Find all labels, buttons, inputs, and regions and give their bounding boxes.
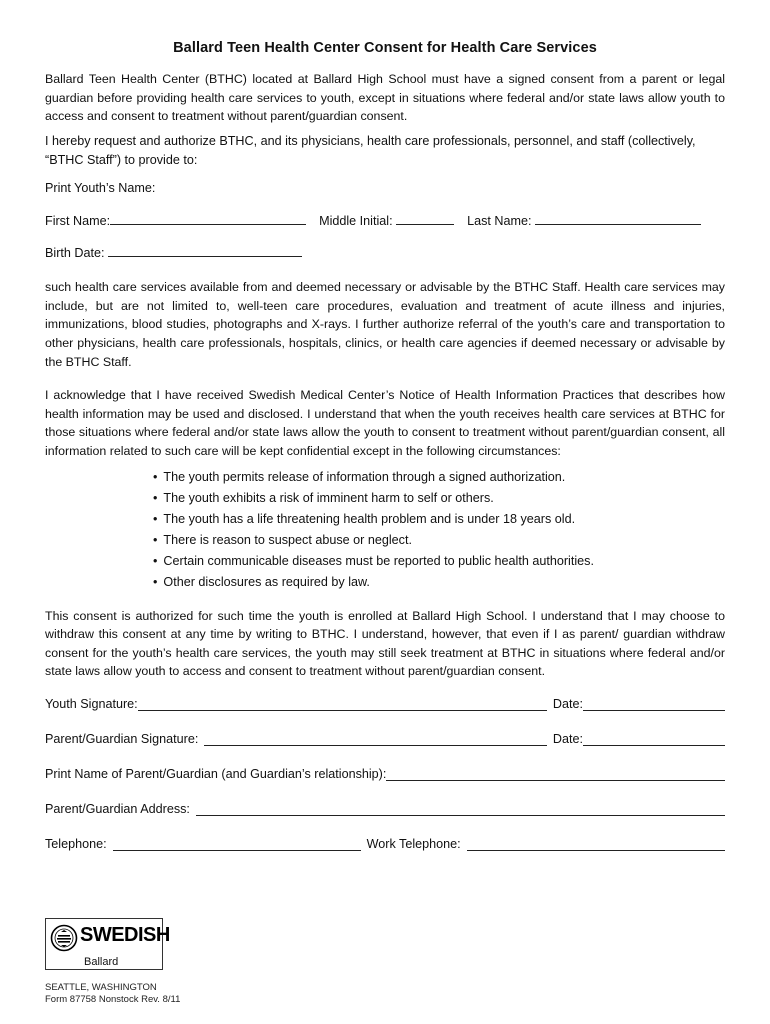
list-item: • The youth permits release of information through a signed authorization. xyxy=(153,467,725,488)
birth-date-label: Birth Date: xyxy=(45,246,105,261)
first-name-label: First Name: xyxy=(45,214,111,229)
acknowledgement-paragraph: I acknowledge that I have received Swedish Medical Center’s Notice of Health Information Practices that describes how health information may be used and disclosed. I understand that when the youth receives health care services at BTHC for those situations where federal and/or state laws allow the youth to consent to treatment without parent/guardian consent, all information related to such care will be kept confidential except in the following circumstances: xyxy=(45,388,725,459)
telephone-label: Telephone: xyxy=(45,837,107,851)
work-telephone-field[interactable] xyxy=(467,837,725,851)
parent-signature-row xyxy=(45,728,725,746)
swedish-logo xyxy=(45,918,170,970)
last-name-field[interactable] xyxy=(535,211,701,225)
intro-paragraph: Ballard Teen Health Center (BTHC) located at Ballard High School must have a signed consent from a parent or legal guardian before providing health care services to youth, except in situations where federal and/or state laws allow youth to access and consent to treatment without parent/guardian consent. xyxy=(45,72,725,124)
telephone-row xyxy=(45,833,725,851)
first-name-field[interactable] xyxy=(110,211,306,225)
list-item: • The youth has a life threatening health problem and is under 18 years old. xyxy=(153,509,725,530)
footer-form-id: Form 87758 Nonstock Rev. 8/11 xyxy=(45,993,181,1005)
parent-signature-label: Parent/Guardian Signature: xyxy=(45,732,199,746)
parent-date-label: Date: xyxy=(552,732,583,746)
logo-brand-text: SWEDISH xyxy=(80,924,170,946)
footer xyxy=(45,982,180,1005)
print-parent-name-field[interactable] xyxy=(386,767,725,781)
youth-date-field[interactable] xyxy=(583,697,725,711)
list-item: • The youth exhibits a risk of imminent harm to self or others. xyxy=(153,488,725,509)
last-name-label: Last Name: xyxy=(467,214,532,229)
request-paragraph: I hereby request and authorize BTHC, and its physicians, health care professionals, personnel, and staff (collectively, “BTHC Staff”) to provide to: xyxy=(45,133,696,168)
print-parent-name-row xyxy=(45,763,725,781)
birth-date-field[interactable] xyxy=(108,243,302,257)
swedish-emblem-icon xyxy=(50,924,78,952)
parent-address-row xyxy=(45,798,725,816)
logo-sub-text: Ballard xyxy=(84,956,119,968)
list-item: • There is reason to suspect abuse or neglect. xyxy=(153,530,725,551)
birth-date-row xyxy=(45,243,725,262)
services-paragraph: such health care services available from and deemed necessary or advisable by the BTHC Staff. Health care services may include, but are not limited to, well-teen care procedures, evaluation and treatment of acute illness and injuries, immunizations, blood studies, photographs and X-rays. I further authorize referral of the youth’s care and transportation to other physicians, health care professionals, hospitals, clinics, or health care agencies if deemed necessary or advisable by the BTHC Staff. xyxy=(45,280,725,369)
work-telephone-label: Work Telephone: xyxy=(366,837,461,851)
list-item: • Other disclosures as required by law. xyxy=(153,572,725,593)
youth-date-label: Date: xyxy=(552,697,583,711)
youth-signature-row xyxy=(45,693,725,711)
consent-paragraph: This consent is authorized for such time the youth is enrolled at Ballard High School. I understand that I may choose to withdraw this consent at any time by writing to BTHC. I understand, however, that even if I as parent/ guardian withdraw consent for the youth’s health care services, the youth may still seek treatment at BTHC in situations where federal and/or state laws allow youth to access and consent to treatment without parent/guardian consent. xyxy=(45,608,725,679)
parent-date-field[interactable] xyxy=(583,732,725,746)
list-item: • Certain communicable diseases must be reported to public health authorities. xyxy=(153,551,725,572)
print-parent-name-label: Print Name of Parent/Guardian (and Guardian’s relationship): xyxy=(45,767,387,781)
youth-signature-field[interactable] xyxy=(138,697,547,711)
youth-signature-label: Youth Signature: xyxy=(45,697,138,711)
parent-signature-field[interactable] xyxy=(204,732,547,746)
name-fields-row xyxy=(45,211,725,230)
parent-address-label: Parent/Guardian Address: xyxy=(45,802,190,816)
parent-address-field[interactable] xyxy=(196,802,725,816)
middle-initial-field[interactable] xyxy=(396,211,454,225)
confidentiality-exceptions-list xyxy=(153,467,725,593)
page-title: Ballard Teen Health Center Consent for Health Care Services xyxy=(173,40,597,56)
print-name-label: Print Youth’s Name: xyxy=(45,180,156,195)
middle-initial-label: Middle Initial: xyxy=(319,214,393,229)
telephone-field[interactable] xyxy=(113,837,361,851)
footer-location: SEATTLE, WASHINGTON xyxy=(45,982,157,993)
consent-form xyxy=(45,40,725,868)
